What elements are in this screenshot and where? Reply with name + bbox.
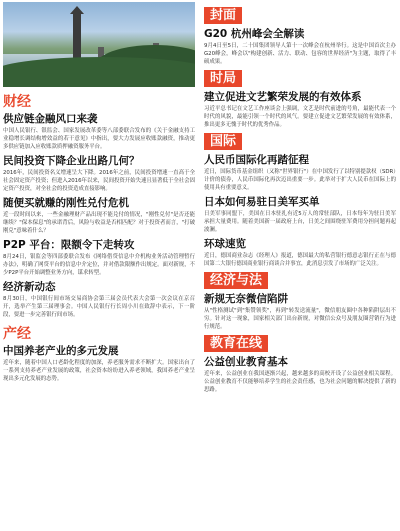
article-title[interactable]: 环球速览	[204, 238, 246, 250]
section-finance: 财经	[3, 94, 31, 110]
article-summary: 9月4日至5日，二十国集团领导人第十一次峰会在杭州举行。这是中国首次主办G20峰会，峰会以"构建创新、活力、联动、包容的世界经济"为主题，取得了丰硕成果。	[204, 43, 396, 65]
article-summary: 习近平总书记在文艺工作座谈会上强调，文艺是时代前进的号角，最能代表一个时代的风貌，最能引领一个时代的风气。要建立促进文艺繁荣发展的有效体系，推出更多无愧于时代的优秀作品。	[204, 106, 396, 128]
article-summary: 日美军事同盟下，美国在日本驻扎有近5万人的常驻部队，日本每年为驻日美军承担大量费用。随着美国新一届政府上台，日美之间围绕驻军费用分担问题再起波澜。	[204, 211, 396, 233]
article-title[interactable]: 随便买就赚的刚性兑付危机	[3, 197, 129, 209]
article[interactable]	[204, 292, 396, 331]
article-summary: 近年来，随着中国人口老龄化程度的加深，养老服务需求不断扩大。国家出台了一系列支持养老产业发展的政策，社会资本纷纷进入养老领域，我国养老产业呈现出多元化发展的态势。	[3, 360, 195, 382]
section-current-affairs: 时局	[204, 70, 242, 87]
section-economy-law: 经济与法	[204, 272, 268, 289]
article-summary: 2016年，民间投资名义增速呈大下降。2016年之前，民间投资增速一直高于全社会固定资产投资；但进入2016年以来，民间投资开始失速且显著低于全社会固定资产投资，对全社会的投资造成直接影响。	[3, 170, 195, 192]
article[interactable]	[3, 238, 195, 277]
article-title[interactable]: 人民币国际化再踏征程	[204, 154, 309, 166]
hill-shape	[3, 57, 195, 87]
tower-shape	[73, 12, 81, 60]
article-summary: 近日，德国商业杂志《经理人》报道，德国最大的私营银行德意志银行正在与德国第二大银行德国商业银行商谈合并事宜，此消息引发了市场的广泛关注。	[204, 253, 396, 267]
article[interactable]	[204, 90, 396, 129]
section-cover: 封面	[204, 7, 242, 24]
article-title[interactable]: 中国养老产业的多元发展	[3, 345, 119, 357]
right-column	[204, 4, 396, 394]
article-title[interactable]: 建立促进文艺繁荣发展的有效体系	[204, 91, 362, 103]
article[interactable]	[3, 280, 195, 319]
left-column	[3, 2, 195, 383]
section-international: 国际	[204, 133, 242, 150]
article-title[interactable]: 日本如何易驻日美军买单	[204, 196, 320, 208]
article-title[interactable]: 经济新动态	[3, 281, 56, 293]
article-title[interactable]: 公益创业教育基本	[204, 356, 288, 368]
article[interactable]	[204, 355, 396, 394]
article-title[interactable]: 新规无奈微信陷阱	[204, 293, 288, 305]
article-summary: 近年来，公益创业在我国逐渐兴起，越来越多的高校开设了公益创业相关课程。公益创业教育不仅能够培养学生的社会责任感，也为社会问题的解决提供了新的思路。	[204, 371, 396, 393]
article[interactable]	[204, 195, 396, 234]
article[interactable]	[3, 154, 195, 193]
article[interactable]	[204, 153, 396, 192]
article-title[interactable]: 民间投资下降企业出路几何？	[3, 155, 140, 167]
article[interactable]	[3, 112, 195, 151]
article-title[interactable]: G20 杭州峰会全解读	[204, 28, 305, 40]
cover-photo-hangzhou	[3, 2, 195, 87]
article-summary: 从"性格测试"到"集赞领奖"，再到"转发送流量"，微信朋友圈中各种陷阱层出不穷。针对这一现象，国家相关部门出台新规，对微信公众号及朋友圈营销行为进行规范。	[204, 308, 396, 330]
article[interactable]	[3, 344, 195, 383]
section-industry: 产经	[3, 326, 31, 342]
article-title[interactable]: 供应链金融风口来袭	[3, 113, 98, 125]
article-summary: 近一段时间以来，一些金融理财产品出现不能兑付的情况，"刚性兑付"是否还能继续？"保本保息"的承诺背后，风险与收益是否相匹配？对于投资者而言，"打破刚兑"意味着什么？	[3, 212, 195, 234]
article[interactable]	[204, 27, 396, 66]
article-summary: 8月30日，中国银行间市场交易商协会第三届会员代表大会第一次会议在京召开，选举产生第三届理事会。中国人民银行行长周小川在致辞中表示，下一阶段，要进一步完善银行间市场。	[3, 296, 195, 318]
article[interactable]	[204, 237, 396, 268]
article-summary: 中国人民银行、银监会、国家发展改革委等八部委联合发布的《关于金融支持工业稳增长调结构增效益的若干意见》中指出，要大力发展应收账款融资，推动更多供应链加入应收账款质押融资服务平台。	[3, 128, 195, 150]
section-education-online: 教育在线	[204, 335, 268, 352]
article-title[interactable]: P2P 平台：限额令下走转攻	[3, 239, 135, 251]
article-summary: 8月24日，银监会等四部委联合发布《网络借贷信息中介机构业务活动管理暂行办法》，明确了网贷平台的信息中介定位，并对借款限额作出规定。面对新规，不少P2P平台开始调整业务方向，谋求转型。	[3, 254, 195, 276]
article[interactable]	[3, 196, 195, 235]
article-summary: 近日，国际货币基金组织（又称"世界银行"）在中国发行了以特别提款权（SDR）计价的债券，人民币国际化再次迈出重要一步。此举对于扩大人民币在国际上的使用具有重要意义。	[204, 169, 396, 191]
